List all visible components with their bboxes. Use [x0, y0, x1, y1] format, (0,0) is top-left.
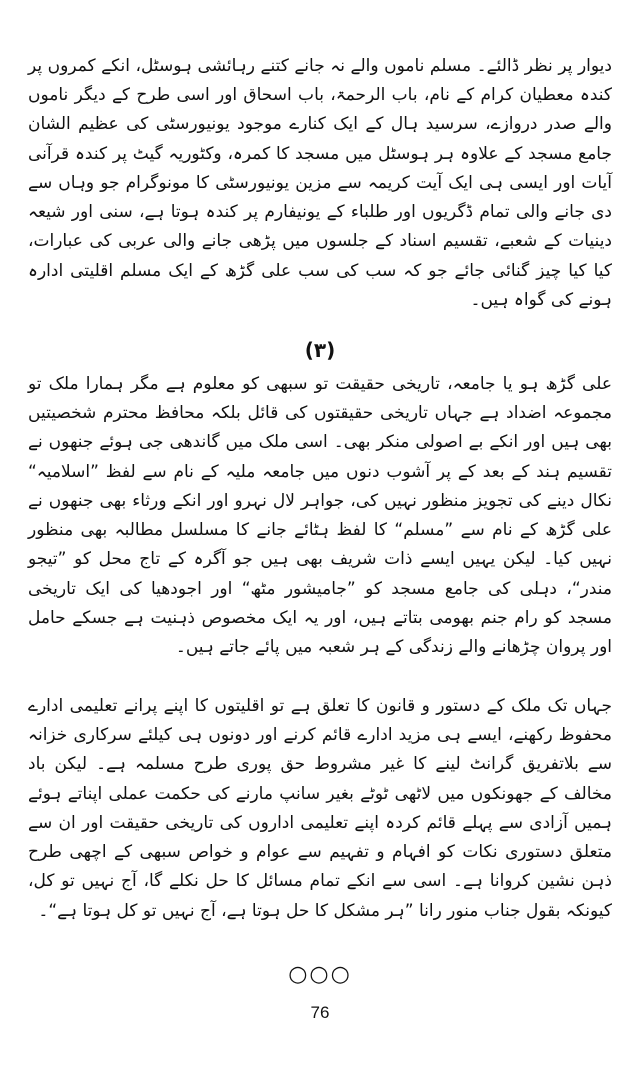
paragraph-3: جہاں تک ملک کے دستور و قانون کا تعلق ہے تو اقلیتوں کا اپنے پرانے تعلیمی ادارے محفوظ رکھنے، ایسے ہی مزید ادارے قائم کرنے اور دونوں ہی کیلئے سرکاری خزانہ سے بلاتفریق گرانٹ لینے کا غیر مشروط حق پوری طرح مسلمہ ہے۔ لیکن باد مخالف کے جھونکوں میں لاٹھی ٹوٹے بغیر سانپ مارنے کی حکمت عملی اپناتے ہوئے ہمیں آزادی سے پہلے قائم کردہ اپنے تعلیمی اداروں کی تاریخی حقیقت اور ان سے متعلق دستوری نکات کو افہام و تفہیم سے عوام و خواص سبھی کے اچھی طرح ذہن نشین کروانا ہے۔ اسی سے انکے تمام مسائل کا حل نکلے گا، آج نہیں تو کل، کیونکہ بقول جناب منور رانا ”ہر مشکل کا حل ہوتا ہے، آج نہیں تو کل ہوتا ہے“۔ [28, 696, 612, 921]
section-number: (۳) [304, 338, 336, 362]
end-ornament: ○○○ [288, 962, 352, 987]
page-number: 76 [310, 1003, 330, 1022]
paragraph-1: دیوار پر نظر ڈالئے۔ مسلم ناموں والے نہ جانے کتنے رہائشی ہوسٹل، انکے کمروں پر کندہ معطیان کرام کے نام، باب الرحمۃ، باب اسحاق اور اسی طرح کے دیگر ناموں والے صدر دروازے، سرسید ہال کے ایک کنارے موجود یونیورسٹی کی عظیم الشان جامع مسجد کے علاوہ ہر ہوسٹل میں مسجد کا کمرہ، وکٹوریہ گیٹ پر کندہ قرآنی آیات اور ایسی ہی ایک آیت کریمہ سے مزین یونیورسٹی کا مونوگرام جو وہاں سے دی جانے والی تمام ڈگریوں اور طلباء کے یونیفارم پر کندہ ہوتا ہے، سنی اور شیعہ دینیات کے شعبے، تقسیم اسناد کے جلسوں میں پڑھی جانے والی عربی کی عبارات، کیا کیا چیز گنائی جائے جو کہ سب کی سب علی گڑھ کے ایک مسلم اقلیتی ادارہ ہونے کی گواہ ہیں۔ [28, 56, 612, 310]
paragraph-2: علی گڑھ ہو یا جامعہ، تاریخی حقیقت تو سبھی کو معلوم ہے مگر ہمارا ملک تو مجموعہ اضداد ہے جہاں تاریخی حقیقتوں کی قائل بلکہ محافظ محترم شخصیتیں بھی ہیں اور انکے بے اصولی منکر بھی۔ اسی ملک میں گاندھی جی ہوئے جنھوں نے تقسیم ہند کے بعد کے پر آشوب دنوں میں جامعہ ملیہ کے نام سے لفظ ”اسلامیہ“ نکال دینے کی تجویز منظور نہیں کی، جواہر لال نہرو اور انکے ورثاء بھی جنھوں نے علی گڑھ کے نام سے ”مسلم“ کا لفظ ہٹائے جانے کا مسلسل مطالبہ بھی منظور نہیں کیا۔ لیکن یہیں ایسے ذات شریف بھی ہیں جو آگرہ کے تاج محل کو ”تیجو مندر“، دہلی کی جامع مسجد کو ”جامیشور مٹھ“ اور اجودھیا کی ایک تاریخی مسجد کو رام جنم بھومی بتاتے ہیں، اور یہ ایک مخصوص ذہنیت ہے جسکے حامل اور پروان چڑھانے والے زندگی کے ہر شعبہ میں پائے جاتے ہیں۔ [28, 374, 612, 658]
